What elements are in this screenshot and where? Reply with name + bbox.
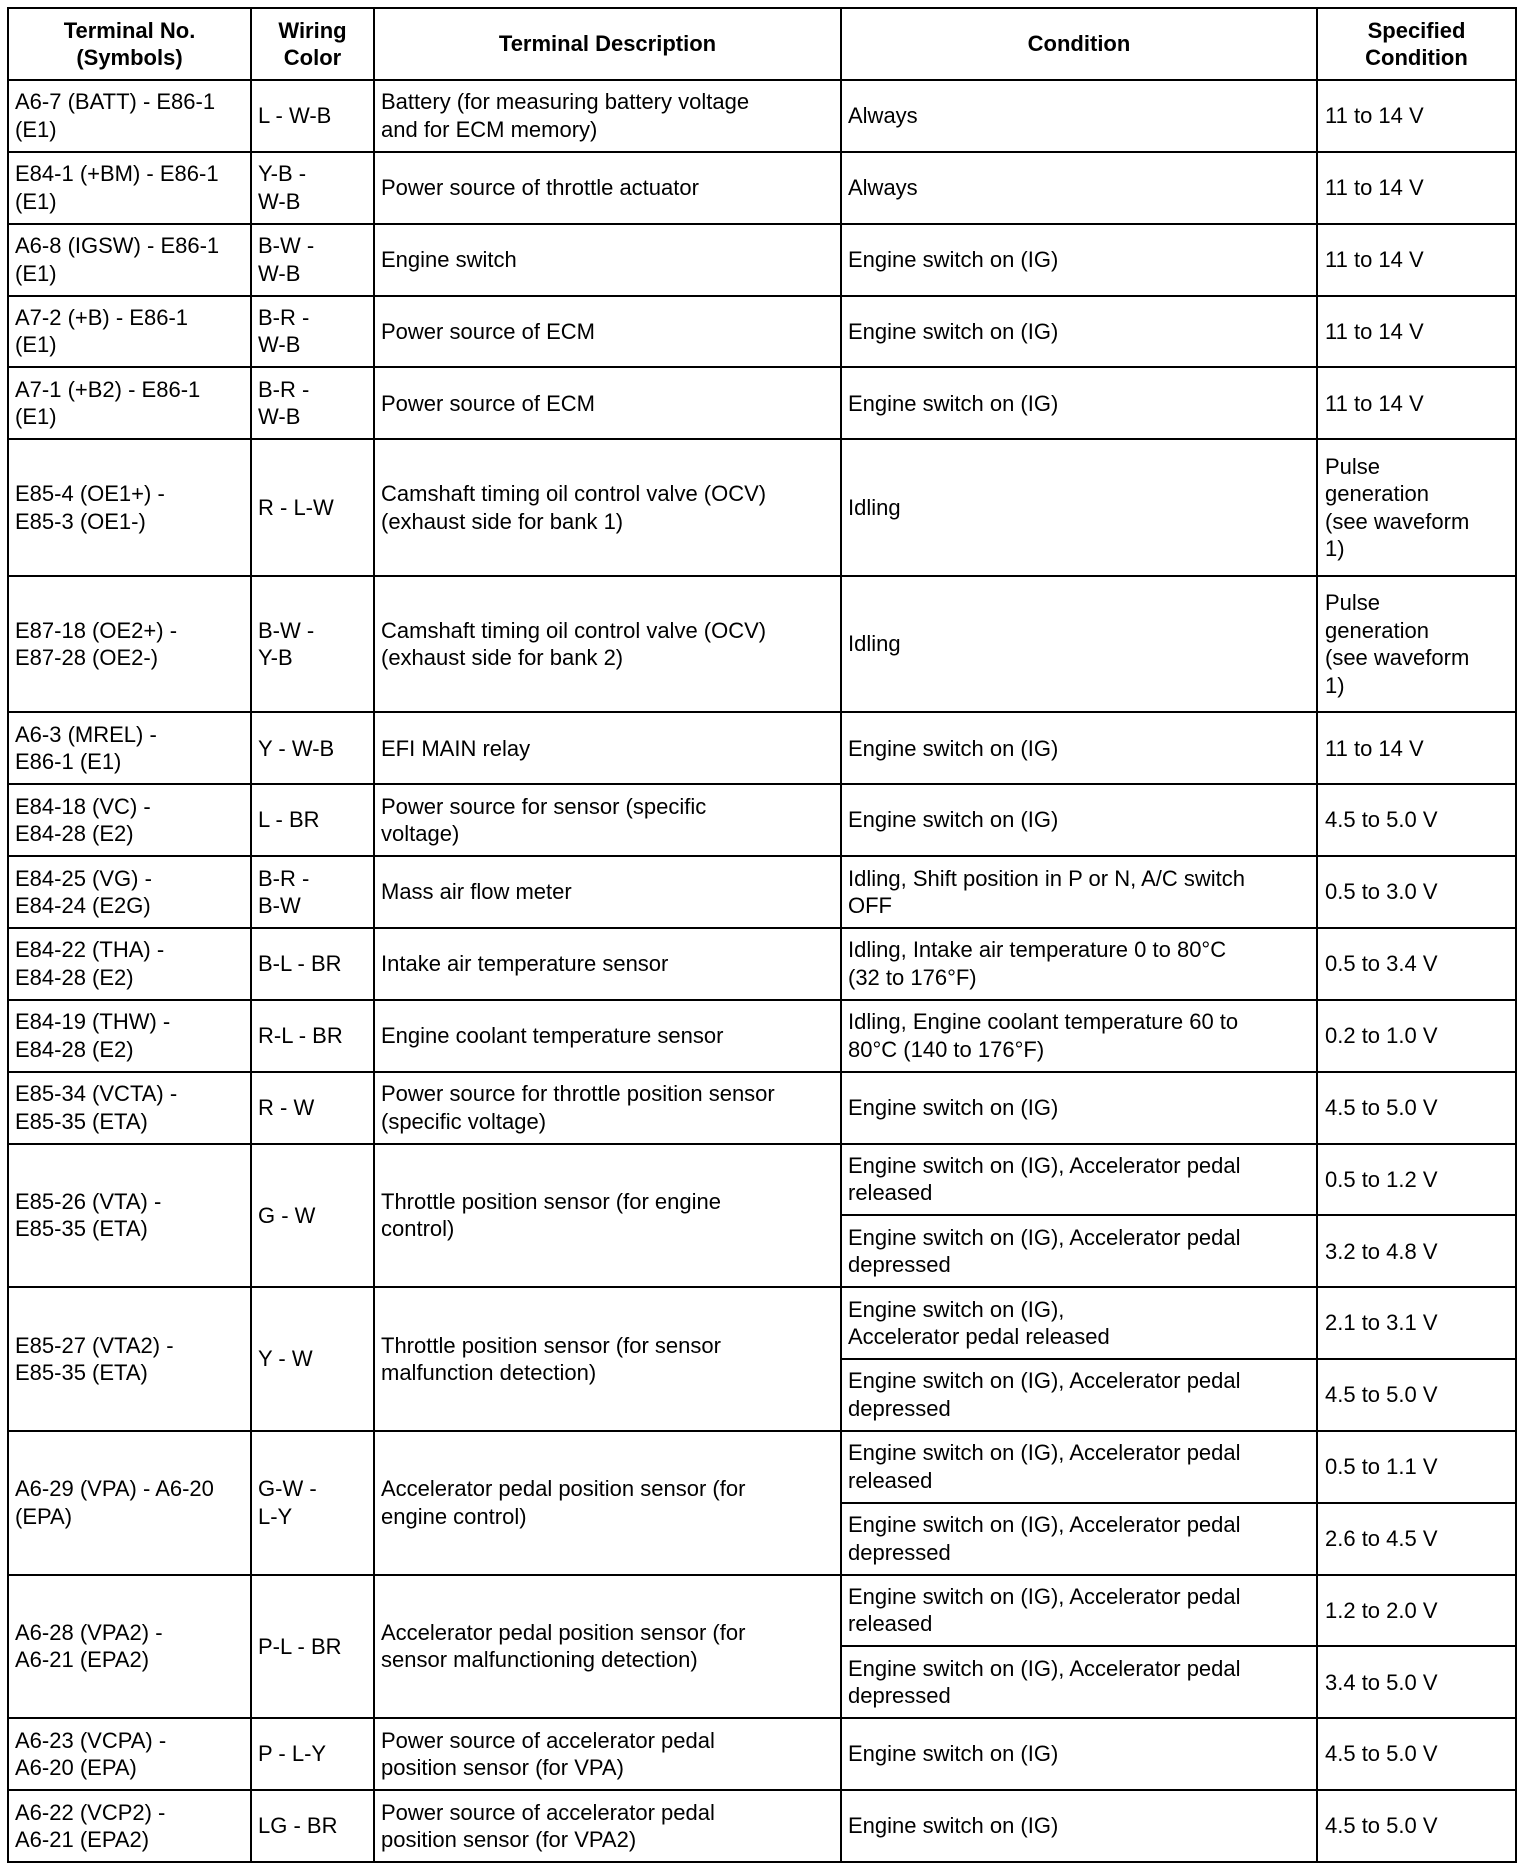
- description-cell-line: Power source of accelerator pedal: [381, 1727, 715, 1753]
- wiring-color-cell-line: L-Y: [258, 1503, 293, 1529]
- terminal-cell-line: E84-28 (E2): [15, 964, 134, 990]
- wiring-color-cell: [251, 439, 374, 576]
- description-cell: [374, 1718, 841, 1790]
- table-row: [8, 784, 1516, 856]
- specified-condition-cell: [1317, 296, 1516, 368]
- header-terminal: [8, 8, 251, 80]
- specified-condition-cell-line: 11 to 14 V: [1325, 103, 1424, 129]
- terminal-cell-line: A6-20 (EPA): [15, 1755, 137, 1781]
- header-row: [8, 8, 1516, 80]
- terminal-cell-line: A6-7 (BATT) - E86-1: [15, 89, 216, 115]
- specified-condition-cell: [1317, 1000, 1516, 1072]
- specified-condition-cell: [1317, 80, 1516, 152]
- table-row: [8, 1718, 1516, 1790]
- condition-cell-line: Accelerator pedal released: [848, 1324, 1110, 1350]
- wiring-color-cell-line: W-B: [258, 188, 301, 214]
- specified-condition-cell-line: 11 to 14 V: [1325, 390, 1424, 416]
- description-cell-line: engine control): [381, 1503, 527, 1529]
- condition-cell: [841, 224, 1317, 296]
- wiring-color-cell: [251, 856, 374, 928]
- description-cell-line: Throttle position sensor (for engine: [381, 1188, 721, 1214]
- description-cell: [374, 576, 841, 713]
- specified-condition-cell: [1317, 152, 1516, 224]
- condition-cell: [841, 1575, 1317, 1647]
- terminal-cell-line: E84-1 (+BM) - E86-1: [15, 161, 219, 187]
- condition-cell: [841, 856, 1317, 928]
- description-cell-line: and for ECM memory): [381, 116, 598, 142]
- specified-condition-cell: [1317, 784, 1516, 856]
- description-cell: [374, 1000, 841, 1072]
- specified-condition-cell-line: 4.5 to 5.0 V: [1325, 807, 1438, 833]
- description-cell-line: EFI MAIN relay: [381, 735, 531, 761]
- description-cell-line: Power source of ECM: [381, 318, 595, 344]
- condition-cell-line: Engine switch on (IG), Accelerator pedal: [848, 1152, 1241, 1178]
- specified-condition-cell-line: 0.5 to 3.0 V: [1325, 879, 1438, 905]
- terminal-cell-line: E85-35 (ETA): [15, 1108, 148, 1134]
- wiring-color-cell-line: G - W: [258, 1202, 316, 1228]
- description-cell-line: Camshaft timing oil control valve (OCV): [381, 481, 767, 507]
- wiring-color-cell-line: B-L - BR: [258, 951, 342, 977]
- condition-cell: [841, 80, 1317, 152]
- condition-cell-line: Engine switch on (IG): [848, 318, 1059, 344]
- description-cell-line: Power source for sensor (specific: [381, 793, 707, 819]
- specified-condition-cell-line: 3.2 to 4.8 V: [1325, 1238, 1438, 1264]
- description-cell: [374, 439, 841, 576]
- description-cell-line: Power source for throttle position sensor: [381, 1081, 775, 1107]
- table-body: [8, 80, 1516, 1862]
- table-header: [8, 8, 1516, 80]
- terminal-cell: [8, 296, 251, 368]
- condition-cell: [841, 712, 1317, 784]
- wiring-color-cell-line: B-W: [258, 893, 301, 919]
- specified-condition-cell: [1317, 1072, 1516, 1144]
- specified-condition-cell-line: 11 to 14 V: [1325, 735, 1424, 761]
- wiring-color-cell: [251, 576, 374, 713]
- condition-cell: [841, 1215, 1317, 1287]
- wiring-color-cell-line: W-B: [258, 260, 301, 286]
- terminal-cell: [8, 1072, 251, 1144]
- wiring-color-cell: [251, 712, 374, 784]
- header-specified-line-2: Condition: [1365, 45, 1468, 70]
- terminal-cell-line: A7-1 (+B2) - E86-1: [15, 376, 201, 402]
- terminal-cell: [8, 576, 251, 713]
- wiring-color-cell: [251, 152, 374, 224]
- wiring-color-cell-line: Y-B: [258, 645, 293, 671]
- condition-cell-line: Engine switch on (IG): [848, 246, 1059, 272]
- description-cell: [374, 856, 841, 928]
- condition-cell: [841, 439, 1317, 576]
- wiring-color-cell-line: L - BR: [258, 807, 320, 833]
- condition-cell-line: Idling: [848, 494, 901, 520]
- terminal-cell: [8, 1431, 251, 1575]
- condition-cell: [841, 1000, 1317, 1072]
- condition-cell-line: Engine switch on (IG): [848, 735, 1059, 761]
- description-cell: [374, 1144, 841, 1288]
- wiring-color-cell: [251, 80, 374, 152]
- wiring-color-cell-line: P-L - BR: [258, 1633, 342, 1659]
- condition-cell: [841, 1790, 1317, 1862]
- terminal-cell-line: A6-8 (IGSW) - E86-1: [15, 233, 220, 259]
- terminal-cell: [8, 1718, 251, 1790]
- terminal-cell-line: (E1): [15, 116, 57, 142]
- specified-condition-cell-line: 4.5 to 5.0 V: [1325, 1094, 1438, 1120]
- table-row: [8, 1000, 1516, 1072]
- table-row: [8, 224, 1516, 296]
- table-row: [8, 856, 1516, 928]
- terminal-cell-line: E84-18 (VC) -: [15, 793, 151, 819]
- specified-condition-cell-line: 11 to 14 V: [1325, 175, 1424, 201]
- condition-cell-line: Engine switch on (IG): [848, 1094, 1059, 1120]
- condition-cell-line: Engine switch on (IG): [848, 1741, 1059, 1767]
- condition-cell-line: depressed: [848, 1252, 951, 1278]
- specified-condition-cell-line: generation: [1325, 617, 1429, 643]
- wiring-color-cell-line: Y-B -: [258, 161, 307, 187]
- description-cell: [374, 1431, 841, 1575]
- header-wiring-line-2: Color: [283, 45, 342, 70]
- specified-condition-cell-line: (see waveform: [1325, 508, 1470, 534]
- wiring-color-cell-line: G-W -: [258, 1476, 317, 1502]
- condition-cell: [841, 1287, 1317, 1359]
- wiring-color-cell-line: B-R -: [258, 865, 310, 891]
- condition-cell: [841, 1359, 1317, 1431]
- terminal-cell: [8, 1575, 251, 1719]
- description-cell: [374, 1287, 841, 1431]
- specified-condition-cell-line: 0.2 to 1.0 V: [1325, 1022, 1438, 1048]
- header-specified: [1317, 8, 1516, 80]
- description-cell-line: Engine coolant temperature sensor: [381, 1022, 724, 1048]
- description-cell: [374, 928, 841, 1000]
- terminal-cell: [8, 152, 251, 224]
- terminal-cell-line: E85-4 (OE1+) -: [15, 481, 165, 507]
- wiring-color-cell-line: B-W -: [258, 617, 315, 643]
- condition-cell: [841, 576, 1317, 713]
- condition-cell-line: depressed: [848, 1683, 951, 1709]
- specified-condition-cell: [1317, 1575, 1516, 1647]
- wiring-color-cell-line: W-B: [258, 404, 301, 430]
- terminal-cell-line: (E1): [15, 332, 57, 358]
- terminal-cell-line: E87-18 (OE2+) -: [15, 617, 178, 643]
- specified-condition-cell-line: generation: [1325, 481, 1429, 507]
- wiring-color-cell-line: Y - W-B: [258, 735, 335, 761]
- wiring-color-cell-line: P - L-Y: [258, 1741, 327, 1767]
- description-cell: [374, 1790, 841, 1862]
- wiring-color-cell: [251, 1287, 374, 1431]
- table-row: [8, 152, 1516, 224]
- condition-cell: [841, 1503, 1317, 1575]
- wiring-color-cell-line: B-R -: [258, 304, 310, 330]
- description-cell-line: Throttle position sensor (for sensor: [381, 1332, 721, 1358]
- specified-condition-cell: [1317, 1431, 1516, 1503]
- terminal-cell: [8, 856, 251, 928]
- specified-condition-cell-line: 4.5 to 5.0 V: [1325, 1813, 1438, 1839]
- condition-cell-line: Idling, Engine coolant temperature 60 to: [848, 1009, 1239, 1035]
- terminal-cell-line: A6-22 (VCP2) -: [15, 1799, 166, 1825]
- condition-cell-line: released: [848, 1467, 933, 1493]
- terminal-cell: [8, 224, 251, 296]
- wiring-color-cell-line: Y - W: [258, 1346, 313, 1372]
- terminal-cell: [8, 928, 251, 1000]
- description-cell: [374, 80, 841, 152]
- condition-cell-line: Engine switch on (IG), Accelerator pedal: [848, 1440, 1241, 1466]
- specified-condition-cell-line: 1): [1325, 672, 1345, 698]
- specified-condition-cell-line: 4.5 to 5.0 V: [1325, 1741, 1438, 1767]
- condition-cell-line: Engine switch on (IG), Accelerator pedal: [848, 1224, 1241, 1250]
- condition-cell-line: Always: [848, 103, 918, 129]
- terminal-cell-line: E87-28 (OE2-): [15, 645, 159, 671]
- terminal-cell: [8, 1000, 251, 1072]
- condition-cell-line: Always: [848, 175, 918, 201]
- condition-cell: [841, 1646, 1317, 1718]
- condition-cell: [841, 296, 1317, 368]
- table-row: [8, 928, 1516, 1000]
- wiring-color-cell: [251, 784, 374, 856]
- condition-cell-line: depressed: [848, 1539, 951, 1565]
- specified-condition-cell: [1317, 712, 1516, 784]
- terminal-cell-line: (E1): [15, 260, 57, 286]
- description-cell: [374, 784, 841, 856]
- wiring-color-cell: [251, 1718, 374, 1790]
- header-description: Terminal Description: [374, 8, 841, 80]
- condition-cell: [841, 1718, 1317, 1790]
- terminal-cell-line: A6-21 (EPA2): [15, 1647, 150, 1673]
- condition-cell: [841, 367, 1317, 439]
- terminal-cell-line: E84-19 (THW) -: [15, 1009, 171, 1035]
- terminal-cell: [8, 784, 251, 856]
- condition-cell-line: released: [848, 1611, 933, 1637]
- description-cell: [374, 296, 841, 368]
- specified-condition-cell: [1317, 1144, 1516, 1216]
- specified-condition-cell: [1317, 928, 1516, 1000]
- description-cell: [374, 712, 841, 784]
- terminal-cell-line: A6-28 (VPA2) -: [15, 1619, 163, 1645]
- wiring-color-cell-line: R - L-W: [258, 494, 334, 520]
- condition-cell-line: 80°C (140 to 176°F): [848, 1036, 1045, 1062]
- table-row: [8, 367, 1516, 439]
- condition-cell: [841, 928, 1317, 1000]
- wiring-color-cell-line: LG - BR: [258, 1813, 338, 1839]
- terminal-cell-line: (EPA): [15, 1503, 73, 1529]
- condition-cell: [841, 1072, 1317, 1144]
- description-cell-line: Intake air temperature sensor: [381, 951, 669, 977]
- condition-cell-line: released: [848, 1180, 933, 1206]
- wiring-color-cell-line: B-R -: [258, 376, 310, 402]
- description-cell-line: position sensor (for VPA): [381, 1755, 624, 1781]
- specified-condition-cell: [1317, 856, 1516, 928]
- description-cell-line: (exhaust side for bank 1): [381, 508, 624, 534]
- terminal-cell-line: A6-21 (EPA2): [15, 1827, 150, 1853]
- table-row: [8, 1431, 1516, 1503]
- specified-condition-cell-line: 1.2 to 2.0 V: [1325, 1597, 1438, 1623]
- specified-condition-cell-line: (see waveform: [1325, 645, 1470, 671]
- specified-condition-cell: [1317, 1215, 1516, 1287]
- condition-cell: [841, 784, 1317, 856]
- description-cell-line: Engine switch: [381, 246, 517, 272]
- description-cell-line: Battery (for measuring battery voltage: [381, 89, 750, 115]
- specified-condition-cell: [1317, 1503, 1516, 1575]
- terminal-cell-line: E85-35 (ETA): [15, 1360, 148, 1386]
- condition-cell: [841, 1144, 1317, 1216]
- wiring-color-cell-line: W-B: [258, 332, 301, 358]
- specified-condition-cell-line: 11 to 14 V: [1325, 318, 1424, 344]
- terminal-cell-line: E84-25 (VG) -: [15, 865, 152, 891]
- wiring-color-cell-line: R-L - BR: [258, 1022, 343, 1048]
- table-row: [8, 1072, 1516, 1144]
- description-cell: [374, 1575, 841, 1719]
- terminal-cell-line: (E1): [15, 188, 57, 214]
- description-cell: [374, 152, 841, 224]
- description-cell-line: Power source of throttle actuator: [381, 175, 699, 201]
- terminal-cell: [8, 439, 251, 576]
- specified-condition-cell-line: 4.5 to 5.0 V: [1325, 1382, 1438, 1408]
- description-cell-line: malfunction detection): [381, 1360, 597, 1386]
- table-row: [8, 80, 1516, 152]
- description-cell-line: Accelerator pedal position sensor (for: [381, 1476, 746, 1502]
- specified-condition-cell-line: 3.4 to 5.0 V: [1325, 1669, 1438, 1695]
- specified-condition-cell: [1317, 439, 1516, 576]
- wiring-color-cell: [251, 1144, 374, 1288]
- wiring-color-cell: [251, 1790, 374, 1862]
- terminal-cell-line: E84-24 (E2G): [15, 893, 151, 919]
- specified-condition-cell-line: 0.5 to 3.4 V: [1325, 951, 1438, 977]
- condition-cell-line: Idling: [848, 631, 901, 657]
- specified-condition-cell-line: 0.5 to 1.2 V: [1325, 1166, 1438, 1192]
- description-cell-line: Power source of accelerator pedal: [381, 1799, 715, 1825]
- header-condition: Condition: [841, 8, 1317, 80]
- terminal-cell: [8, 1144, 251, 1288]
- wiring-color-cell-line: B-W -: [258, 233, 315, 259]
- table-row: [8, 712, 1516, 784]
- specified-condition-cell: [1317, 576, 1516, 713]
- specified-condition-cell: [1317, 1287, 1516, 1359]
- description-cell: [374, 1072, 841, 1144]
- table-row: [8, 439, 1516, 576]
- wiring-color-cell-line: L - W-B: [258, 103, 332, 129]
- wiring-color-cell: [251, 928, 374, 1000]
- specified-condition-cell: [1317, 1718, 1516, 1790]
- description-cell-line: control): [381, 1216, 455, 1242]
- terminal-specification-table: [7, 7, 1517, 1863]
- header-wiring: [251, 8, 374, 80]
- header-wiring-line-1: Wiring: [278, 17, 347, 43]
- description-cell-line: Accelerator pedal position sensor (for: [381, 1619, 746, 1645]
- terminal-cell-line: E84-28 (E2): [15, 1036, 134, 1062]
- wiring-color-cell: [251, 1431, 374, 1575]
- terminal-cell: [8, 1790, 251, 1862]
- specified-condition-cell: [1317, 1790, 1516, 1862]
- condition-cell-line: depressed: [848, 1395, 951, 1421]
- wiring-color-cell: [251, 367, 374, 439]
- table-row: [8, 1144, 1516, 1216]
- condition-cell-line: Idling, Shift position in P or N, A/C switch: [848, 865, 1245, 891]
- terminal-cell-line: E86-1 (E1): [15, 749, 122, 775]
- specified-condition-cell: [1317, 224, 1516, 296]
- wiring-color-cell: [251, 224, 374, 296]
- specified-condition-cell-line: Pulse: [1325, 453, 1381, 479]
- terminal-cell-line: A6-29 (VPA) - A6-20: [15, 1476, 214, 1502]
- specified-condition-cell-line: 0.5 to 1.1 V: [1325, 1454, 1438, 1480]
- terminal-cell: [8, 1287, 251, 1431]
- specified-condition-cell: [1317, 1359, 1516, 1431]
- wiring-color-cell: [251, 1000, 374, 1072]
- condition-cell-line: Engine switch on (IG), Accelerator pedal: [848, 1655, 1241, 1681]
- terminal-cell-line: E85-3 (OE1-): [15, 508, 146, 534]
- terminal-cell: [8, 367, 251, 439]
- condition-cell-line: Engine switch on (IG): [848, 390, 1059, 416]
- terminal-cell: [8, 80, 251, 152]
- terminal-cell-line: E85-34 (VCTA) -: [15, 1081, 178, 1107]
- terminal-cell-line: (E1): [15, 404, 57, 430]
- terminal-cell-line: E85-35 (ETA): [15, 1216, 148, 1242]
- terminal-cell-line: E85-27 (VTA2) -: [15, 1332, 174, 1358]
- specified-condition-cell: [1317, 1646, 1516, 1718]
- header-terminal-line-2: (Symbols): [76, 45, 183, 70]
- wiring-color-cell: [251, 1072, 374, 1144]
- terminal-cell: [8, 712, 251, 784]
- terminal-cell-line: E84-28 (E2): [15, 821, 134, 847]
- condition-cell-line: Engine switch on (IG): [848, 1813, 1059, 1839]
- condition-cell-line: Engine switch on (IG), Accelerator pedal: [848, 1512, 1241, 1538]
- header-terminal-line-1: Terminal No.: [63, 17, 196, 43]
- condition-cell-line: Engine switch on (IG), Accelerator pedal: [848, 1583, 1241, 1609]
- description-cell: [374, 367, 841, 439]
- description-cell: [374, 224, 841, 296]
- description-cell-line: Camshaft timing oil control valve (OCV): [381, 617, 767, 643]
- condition-cell-line: (32 to 176°F): [848, 964, 977, 990]
- specified-condition-cell-line: Pulse: [1325, 590, 1381, 616]
- condition-cell-line: OFF: [848, 893, 892, 919]
- description-cell-line: Mass air flow meter: [381, 879, 572, 905]
- condition-cell: [841, 152, 1317, 224]
- terminal-cell-line: A7-2 (+B) - E86-1: [15, 304, 189, 330]
- table-row: [8, 576, 1516, 713]
- table-row: [8, 1575, 1516, 1647]
- header-specified-line-1: Specified: [1367, 17, 1466, 43]
- condition-cell-line: Engine switch on (IG),: [848, 1296, 1065, 1322]
- specified-condition-cell: [1317, 367, 1516, 439]
- terminal-cell-line: E85-26 (VTA) -: [15, 1188, 162, 1214]
- terminal-cell-line: E84-22 (THA) -: [15, 937, 165, 963]
- table-row: [8, 1287, 1516, 1359]
- description-cell-line: position sensor (for VPA2): [381, 1827, 637, 1853]
- description-cell-line: sensor malfunctioning detection): [381, 1647, 698, 1673]
- description-cell-line: (specific voltage): [381, 1108, 547, 1134]
- table-row: [8, 296, 1516, 368]
- condition-cell-line: Engine switch on (IG): [848, 807, 1059, 833]
- condition-cell-line: Idling, Intake air temperature 0 to 80°C: [848, 937, 1227, 963]
- condition-cell: [841, 1431, 1317, 1503]
- terminal-cell-line: A6-23 (VCPA) -: [15, 1727, 167, 1753]
- specified-condition-cell-line: 2.1 to 3.1 V: [1325, 1310, 1438, 1336]
- specified-condition-cell-line: 1): [1325, 536, 1345, 562]
- specified-condition-cell-line: 2.6 to 4.5 V: [1325, 1525, 1438, 1551]
- wiring-color-cell-line: R - W: [258, 1094, 315, 1120]
- terminal-cell-line: A6-3 (MREL) -: [15, 721, 157, 747]
- table-row: [8, 1790, 1516, 1862]
- specified-condition-cell-line: 11 to 14 V: [1325, 246, 1424, 272]
- wiring-color-cell: [251, 1575, 374, 1719]
- condition-cell-line: Engine switch on (IG), Accelerator pedal: [848, 1368, 1241, 1394]
- description-cell-line: Power source of ECM: [381, 390, 595, 416]
- description-cell-line: (exhaust side for bank 2): [381, 645, 624, 671]
- description-cell-line: voltage): [381, 821, 460, 847]
- wiring-color-cell: [251, 296, 374, 368]
